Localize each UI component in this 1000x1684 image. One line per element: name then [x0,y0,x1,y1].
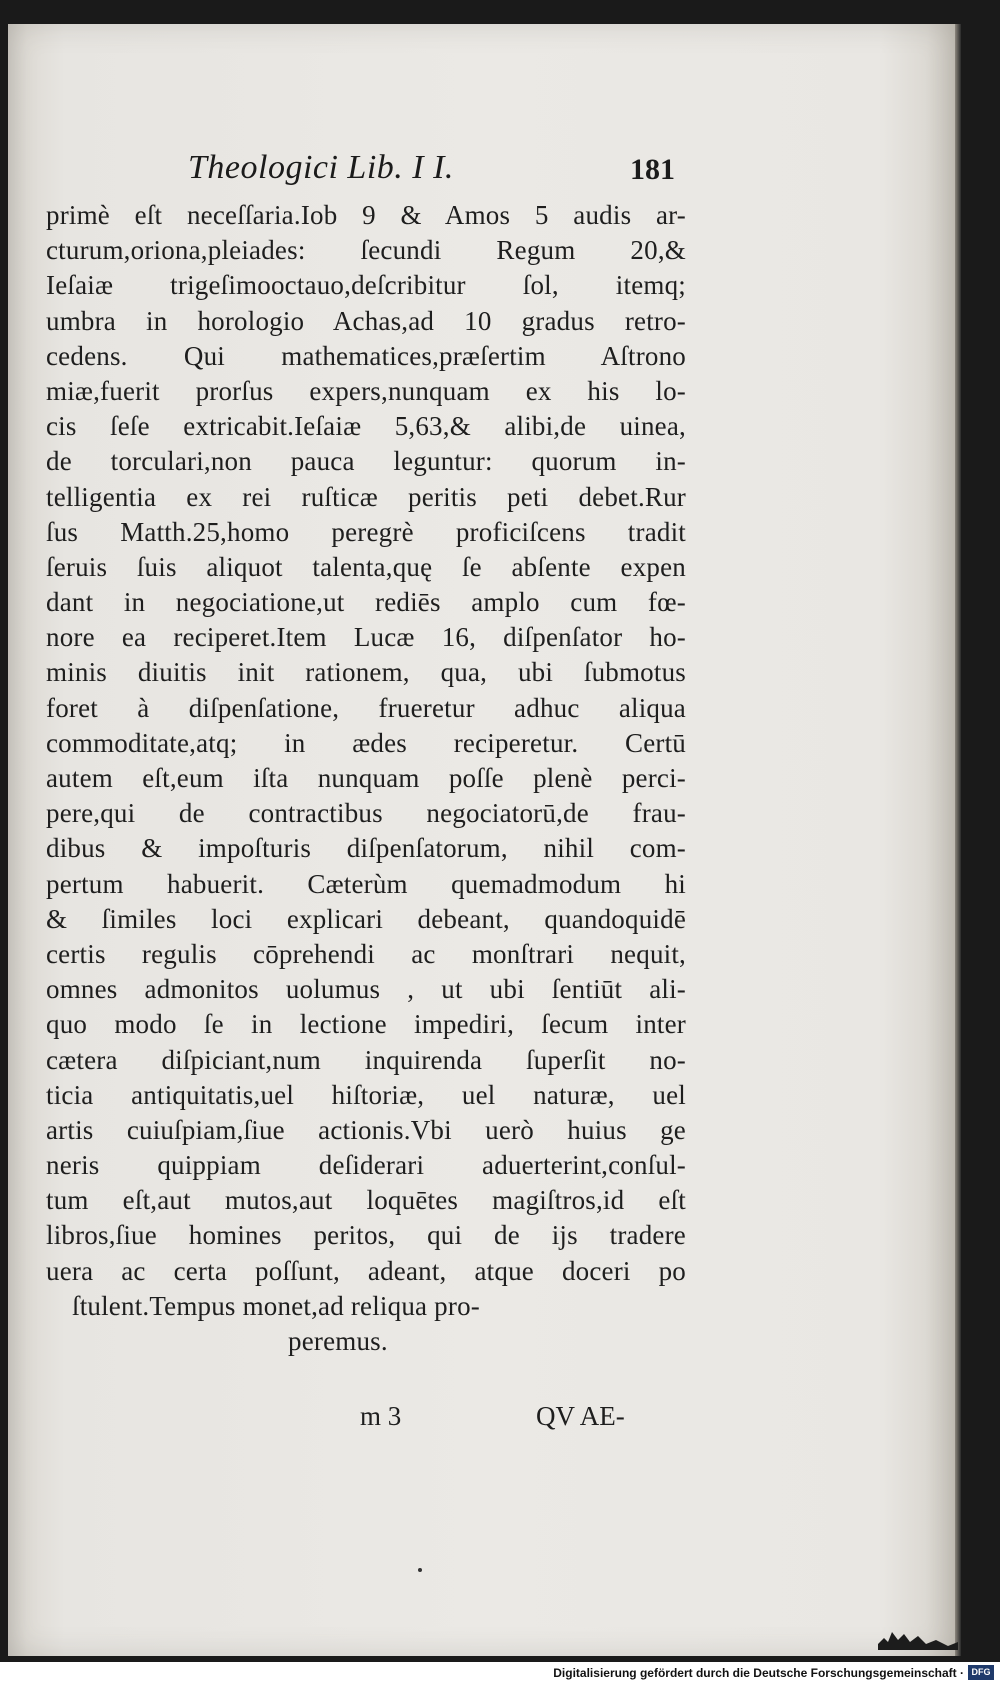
text-line: cedens. Qui mathematices,præſertim Aſtrono [46,340,686,371]
text-line: cætera diſpiciant,num inquirenda ſuperſit no- [46,1044,686,1075]
text-line: pere,qui de contractibus negociatorū,de frau- [46,798,686,829]
text-line: ſeruis ſuis aliquot talenta,quę ſe abſente expen [46,551,686,582]
text-line: pertum habuerit. Cæterùm quemadmodum hi [46,868,686,899]
text-line: miæ,fuerit prorſus expers,nunquam ex his lo- [46,375,686,406]
running-head: Theologici Lib. I I. [188,149,454,186]
text-line: commoditate,atq; in ædes reciperetur. Certū [46,727,686,758]
signature-mark: m 3 [360,1401,402,1431]
text-line: autem eſt,eum iſta nunquam poſſe plenè perci- [46,763,686,793]
digitization-credit: Digitalisierung gefördert durch die Deutsche Forschungsgemeinschaft · [553,1666,964,1680]
ink-speck [418,1568,422,1572]
text-line: cis ſeſe extricabit.Ieſaiæ 5,63,& alibi,de uinea, [46,411,686,442]
text-line: telligentia ex rei ruſticæ peritis peti debet.Rur [46,481,686,512]
text-line: certis regulis cōprehendi ac monſtrari nequit, [46,938,686,969]
text-line: nore ea reciperet.Item Lucæ 16, diſpenſator ho- [46,622,686,653]
text-line: minis diuitis init rationem, qua, ubi ſubmotus [46,657,686,688]
text-line: neris quippiam deſiderari aduerterint,conſul- [46,1150,686,1181]
text-line: umbra in horologio Achas,ad 10 gradus retro- [46,305,686,336]
page-number: 181 [630,153,675,186]
text-line: artis cuiuſpiam,ſiue actionis.Vbi uerò huius ge [46,1114,686,1145]
page-corner-damage [878,1624,958,1650]
page-edge [955,24,961,1656]
text-line: tum eſt,aut mutos,aut loquētes magiſtros,id eſt [46,1185,686,1216]
text-line: uera ac certa poſſunt, adeant, atque doceri po [46,1255,686,1286]
text-line: primè eſt neceſſaria.Iob 9 & Amos 5 audis ar- [46,200,686,230]
text-line: libros,ſiue homines peritos, qui de ijs tradere [46,1220,686,1251]
catchword: QV AE- [536,1401,625,1431]
footer-bar [0,1662,1000,1684]
text-line: cturum,oriona,pleiades: ſecundi Regum 20,& [46,235,686,266]
dfg-logo: DFG [968,1665,994,1680]
text-line: omnes admonitos uolumus , ut ubi ſentiūt ali- [46,974,686,1005]
text-line-closing: ſtulent.Tempus monet,ad reliqua pro- [72,1290,480,1321]
text-line: de torculari,non pauca leguntur: quorum in- [46,446,686,477]
text-line: quo modo ſe in lectione impediri, ſecum inter [46,1009,686,1040]
body-text [46,198,686,1359]
book-page [8,24,955,1656]
text-line: Ieſaiæ trigeſimooctauo,deſcribitur ſol, itemq; [46,270,686,301]
text-line: ſus Matth.25,homo peregrè proficiſcens tradit [46,516,686,547]
text-line: foret à diſpenſatione, frueretur adhuc aliqua [46,692,686,723]
text-line: ticia antiquitatis,uel hiſtoriæ, uel naturæ, uel [46,1079,686,1110]
text-line: dant in negociatione,ut rediēs amplo cum fœ- [46,587,686,618]
text-line-final: peremus. [288,1326,388,1356]
text-line: & ſimiles loci explicari debeant, quandoquidē [46,903,686,934]
text-line: dibus & impoſturis diſpenſatorum, nihil com- [46,833,686,864]
